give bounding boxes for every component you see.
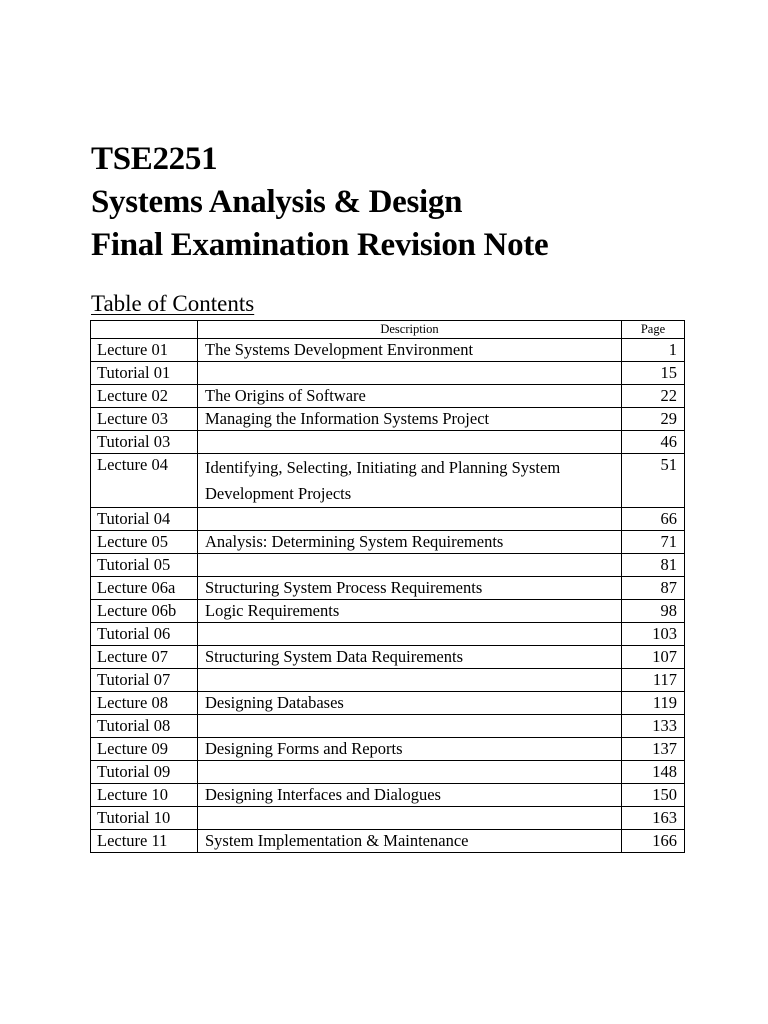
toc-description — [198, 554, 622, 577]
toc-table — [90, 320, 685, 853]
toc-heading: Table of Contents — [91, 291, 255, 316]
toc-item: Lecture 08 — [91, 692, 198, 715]
toc-row — [91, 385, 685, 408]
toc-description: Structuring System Data Requirements — [198, 646, 622, 669]
toc-page: 51 — [622, 454, 685, 508]
toc-item: Tutorial 08 — [91, 715, 198, 738]
toc-item: Lecture 10 — [91, 784, 198, 807]
toc-page: 46 — [622, 431, 685, 454]
toc-page: 148 — [622, 761, 685, 784]
toc-description: Logic Requirements — [198, 600, 622, 623]
document-subtitle: Final Examination Revision Note — [91, 227, 549, 263]
toc-page: 103 — [622, 623, 685, 646]
toc-item: Lecture 06a — [91, 577, 198, 600]
toc-row — [91, 408, 685, 431]
toc-row — [91, 531, 685, 554]
toc-description: Identifying, Selecting, Initiating and Planning System Development Projects — [198, 454, 622, 508]
toc-item: Lecture 11 — [91, 830, 198, 853]
toc-page: 137 — [622, 738, 685, 761]
toc-item: Lecture 09 — [91, 738, 198, 761]
toc-row — [91, 784, 685, 807]
toc-item: Lecture 04 — [91, 454, 198, 508]
toc-row — [91, 431, 685, 454]
toc-page: 81 — [622, 554, 685, 577]
toc-row — [91, 577, 685, 600]
description-column-header: Description — [198, 321, 622, 339]
toc-row — [91, 508, 685, 531]
toc-page: 107 — [622, 646, 685, 669]
toc-page: 166 — [622, 830, 685, 853]
toc-page: 163 — [622, 807, 685, 830]
toc-row — [91, 692, 685, 715]
toc-description: Designing Databases — [198, 692, 622, 715]
toc-description: The Origins of Software — [198, 385, 622, 408]
toc-description: Managing the Information Systems Project — [198, 408, 622, 431]
document-title — [91, 138, 548, 267]
toc-description: System Implementation & Maintenance — [198, 830, 622, 853]
toc-page: 22 — [622, 385, 685, 408]
toc-item: Tutorial 09 — [91, 761, 198, 784]
toc-row — [91, 646, 685, 669]
toc-page: 98 — [622, 600, 685, 623]
toc-description — [198, 431, 622, 454]
toc-row — [91, 669, 685, 692]
toc-description: The Systems Development Environment — [198, 339, 622, 362]
toc-row — [91, 715, 685, 738]
toc-description: Designing Interfaces and Dialogues — [198, 784, 622, 807]
toc-page: 71 — [622, 531, 685, 554]
toc-row — [91, 454, 685, 508]
toc-row — [91, 738, 685, 761]
toc-item: Tutorial 07 — [91, 669, 198, 692]
toc-row — [91, 339, 685, 362]
toc-item: Tutorial 05 — [91, 554, 198, 577]
toc-item: Lecture 05 — [91, 531, 198, 554]
page-column-header: Page — [622, 321, 685, 339]
toc-item: Lecture 03 — [91, 408, 198, 431]
toc-item: Lecture 07 — [91, 646, 198, 669]
course-name: Systems Analysis & Design — [91, 184, 463, 220]
toc-row — [91, 761, 685, 784]
toc-description: Analysis: Determining System Requirements — [198, 531, 622, 554]
toc-page: 117 — [622, 669, 685, 692]
toc-item: Lecture 02 — [91, 385, 198, 408]
toc-page: 87 — [622, 577, 685, 600]
toc-page: 66 — [622, 508, 685, 531]
toc-row — [91, 830, 685, 853]
toc-page: 133 — [622, 715, 685, 738]
toc-row — [91, 600, 685, 623]
toc-page: 150 — [622, 784, 685, 807]
toc-page: 119 — [622, 692, 685, 715]
toc-header-row — [91, 321, 685, 339]
toc-page: 15 — [622, 362, 685, 385]
toc-item: Tutorial 01 — [91, 362, 198, 385]
item-column-header — [91, 321, 198, 339]
toc-description — [198, 669, 622, 692]
toc-description — [198, 508, 622, 531]
toc-row — [91, 554, 685, 577]
toc-row — [91, 623, 685, 646]
toc-item: Tutorial 03 — [91, 431, 198, 454]
toc-item: Lecture 01 — [91, 339, 198, 362]
toc-description: Structuring System Process Requirements — [198, 577, 622, 600]
toc-item: Lecture 06b — [91, 600, 198, 623]
toc-description — [198, 623, 622, 646]
toc-description — [198, 807, 622, 830]
toc-item: Tutorial 10 — [91, 807, 198, 830]
toc-description — [198, 761, 622, 784]
toc-page: 29 — [622, 408, 685, 431]
toc-item: Tutorial 04 — [91, 508, 198, 531]
toc-description: Designing Forms and Reports — [198, 738, 622, 761]
toc-row — [91, 362, 685, 385]
toc-row — [91, 807, 685, 830]
toc-description — [198, 715, 622, 738]
toc-page: 1 — [622, 339, 685, 362]
toc-item: Tutorial 06 — [91, 623, 198, 646]
course-code: TSE2251 — [91, 141, 218, 177]
toc-description — [198, 362, 622, 385]
